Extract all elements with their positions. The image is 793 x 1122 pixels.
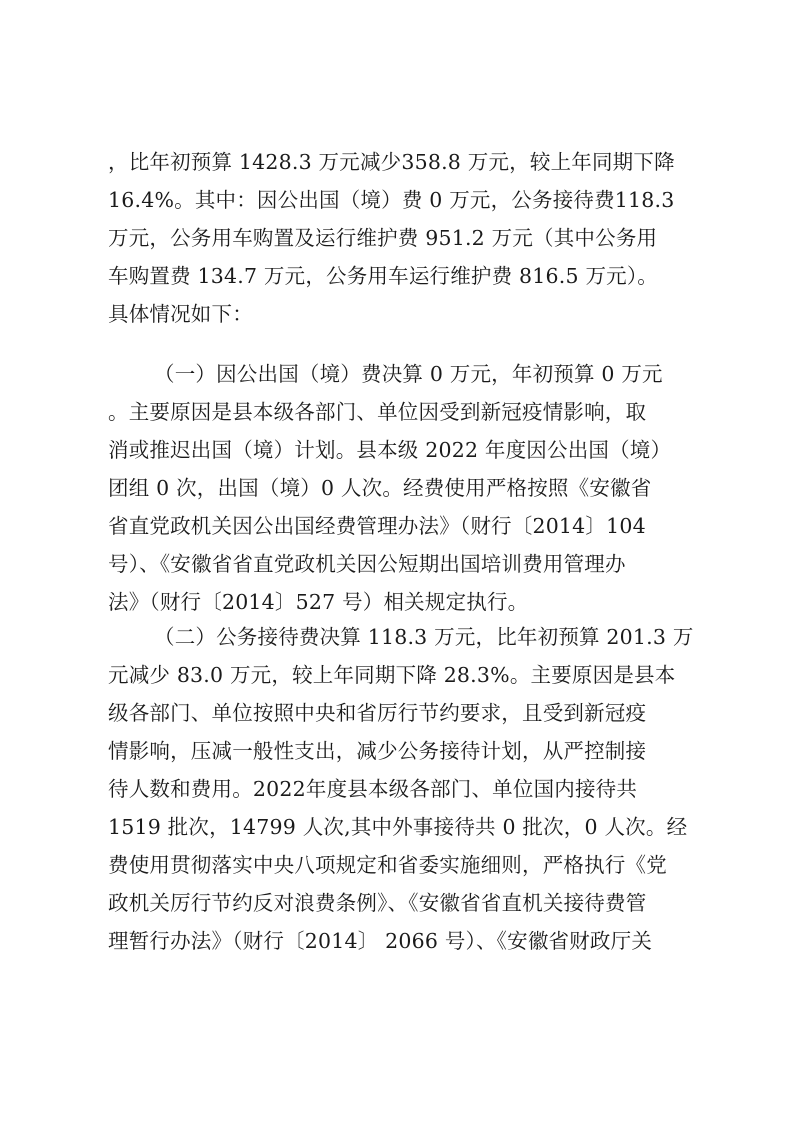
text-line: 元减少 83.0 万元，较上年同期下降 28.3%。主要原因是县本 [108,663,676,687]
paragraph-summary [108,143,688,333]
text-line: 1519 批次，14799 人次,其中外事接待共 0 批次，0 人次。经 [108,815,688,839]
text-line: 费使用贯彻落实中央八项规定和省委实施细则，严格执行《党 [108,853,667,877]
text-line: 消或推迟出国（境）计划。县本级 2022 年度因公出国（境） [108,438,672,462]
text-line: 团组 0 次，出国（境）0 人次。经费使用严格按照《安徽省 [108,476,652,500]
text-line: 政机关厉行节约反对浪费条例》、《安徽省省直机关接待费管 [108,891,647,915]
text-line: （二）公务接待费决算 118.3 万元，比年初预算 201.3 万 [154,625,694,649]
text-line: 号）、《安徽省省直党政机关因公短期出国培训费用管理办 [108,552,626,576]
text-line: 16.4%。其中：因公出国（境）费 0 万元，公务接待费118.3 [108,188,675,212]
text-line: 省直党政机关因公出国经费管理办法》（财行〔2014〕104 [108,514,646,538]
paragraph-overseas-travel [108,355,688,621]
text-line: ，比年初预算 1428.3 万元减少358.8 万元，较上年同期下降 [108,150,675,174]
text-line: 待人数和费用。2022年度县本级各部门、单位国内接待共 [108,777,638,801]
text-line: （一）因公出国（境）费决算 0 万元，年初预算 0 万元 [154,362,663,386]
text-line: 法》（财行〔2014〕527 号）相关规定执行。 [108,590,529,614]
text-line: 级各部门、单位按照中央和省厉行节约要求，且受到新冠疫 [108,701,647,725]
text-line: 万元，公务用车购置及运行维护费 951.2 万元（其中公务用 [108,226,658,250]
text-line: 情影响，压减一般性支出，减少公务接待计划，从严控制接 [108,739,647,763]
text-line: 具体情况如下： [108,302,253,326]
text-line: 车购置费 134.7 万元，公务用车运行维护费 816.5 万元）。 [108,264,658,288]
paragraph-official-reception [108,618,694,960]
text-line: 。主要原因是县本级各部门、单位因受到新冠疫情影响，取 [108,400,647,424]
text-line: 理暂行办法》（财行〔2014〕 2066 号）、《安徽省财政厅关 [108,929,653,953]
